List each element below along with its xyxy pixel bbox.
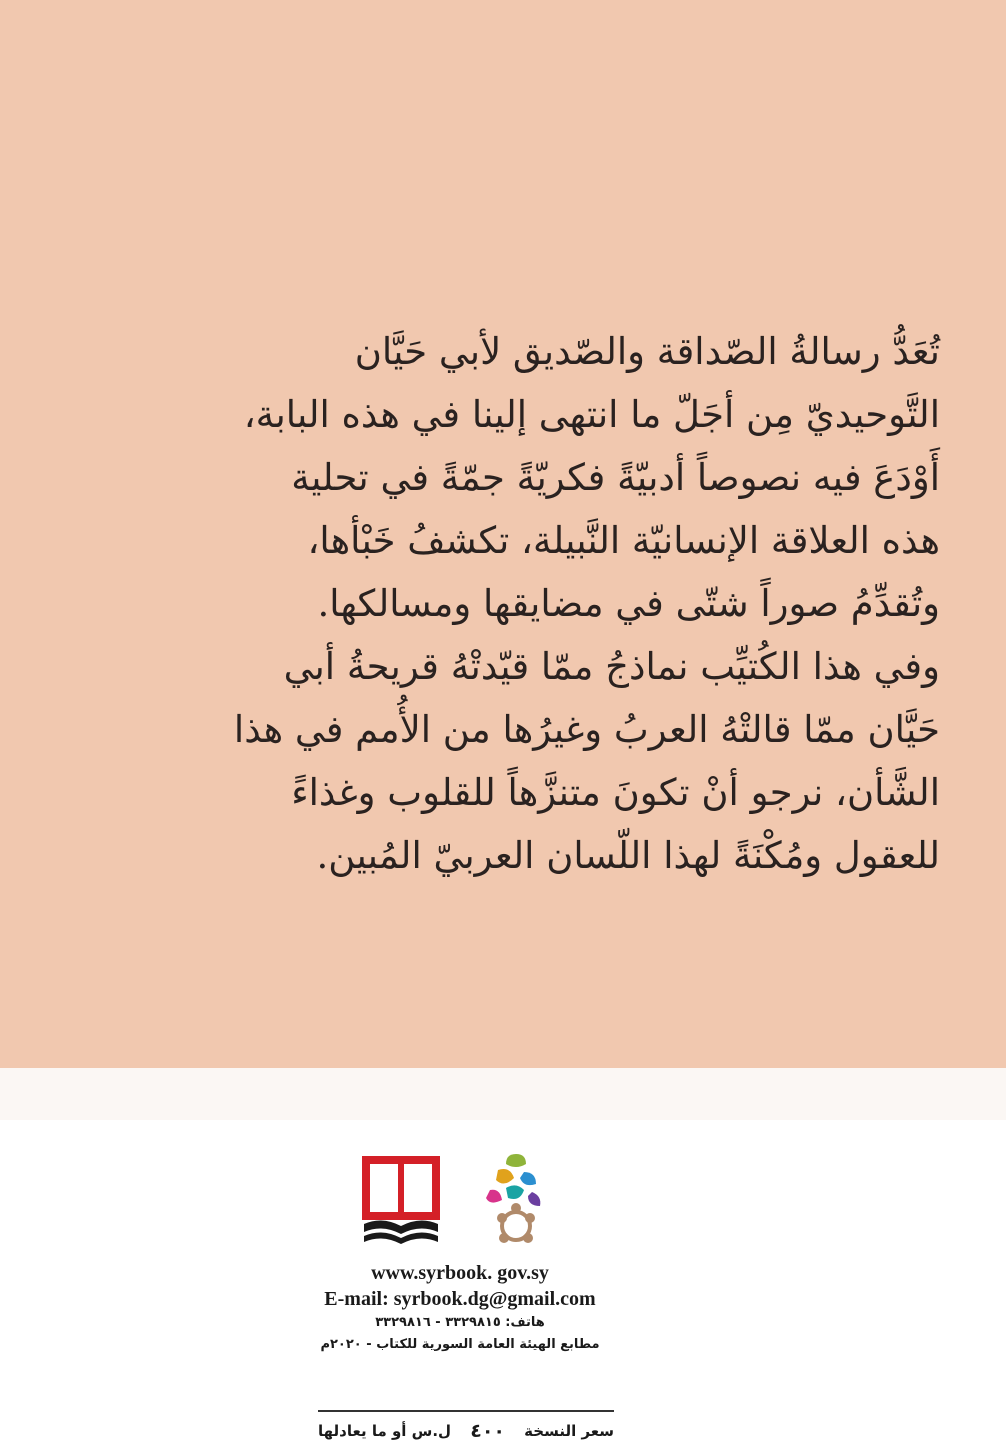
blurb-line: للعقول ومُكْنَةً لهذا اللّسان العربيّ المُبين. [316, 834, 940, 877]
price-currency: ل.س أو ما يعادلها [318, 1422, 452, 1440]
phone-numbers: هاتف: ٣٣٢٩٨١٥ - ٣٣٢٩٨١٦ [375, 1315, 545, 1330]
publisher-logos [360, 1148, 560, 1248]
blurb-line: أَوْدَعَ فيه نصوصاً أدبيّةً فكريّةً جمّةً في تحلية [291, 456, 940, 499]
blurb-line: هذه العلاقة الإنسانيّة النَّبيلة، تكشفُ خَبْأها، [307, 519, 940, 562]
culture-calligraphy-logo-icon [476, 1148, 556, 1248]
blurb-line: وتُقدِّمُ صوراً شتّى في مضايقها ومسالكها. [317, 582, 940, 625]
price-amount: ٤٠٠ [470, 1420, 506, 1442]
printer-credit: مطابع الهيئة العامة السورية للكتاب - ٢٠٢٠م [320, 1337, 600, 1352]
blurb-line: وفي هذا الكُتيِّب نماذجُ ممّا قيّدتْهُ قريحةُ أبي [283, 645, 940, 688]
blurb-line: حَيَّان ممّا قالتْهُ العربُ وغيرُها من الأُمم في هذا [233, 708, 940, 751]
back-cover-blurb [100, 320, 940, 887]
contact-info [300, 1260, 620, 1356]
blurb-line: الشَّأن، نرجو أنْ تكونَ متنزَّهاً للقلوب وغذاءً [291, 771, 940, 814]
open-book-logo-icon [360, 1154, 442, 1246]
price-label: سعر النسخة [524, 1422, 614, 1440]
price-line [318, 1410, 614, 1450]
white-band [0, 1068, 1006, 1120]
blurb-line: تُعَدُّ رسالةُ الصّداقة والصّديق لأبي حَيَّان [354, 330, 940, 373]
email-link[interactable]: E-mail: syrbook.dg@gmail.com [324, 1288, 596, 1310]
blurb-line: التَّوحيديّ مِن أجَلّ ما انتهى إلينا في هذه البابة، [243, 393, 940, 436]
website-link[interactable]: www.syrbook. gov.sy [371, 1262, 549, 1284]
